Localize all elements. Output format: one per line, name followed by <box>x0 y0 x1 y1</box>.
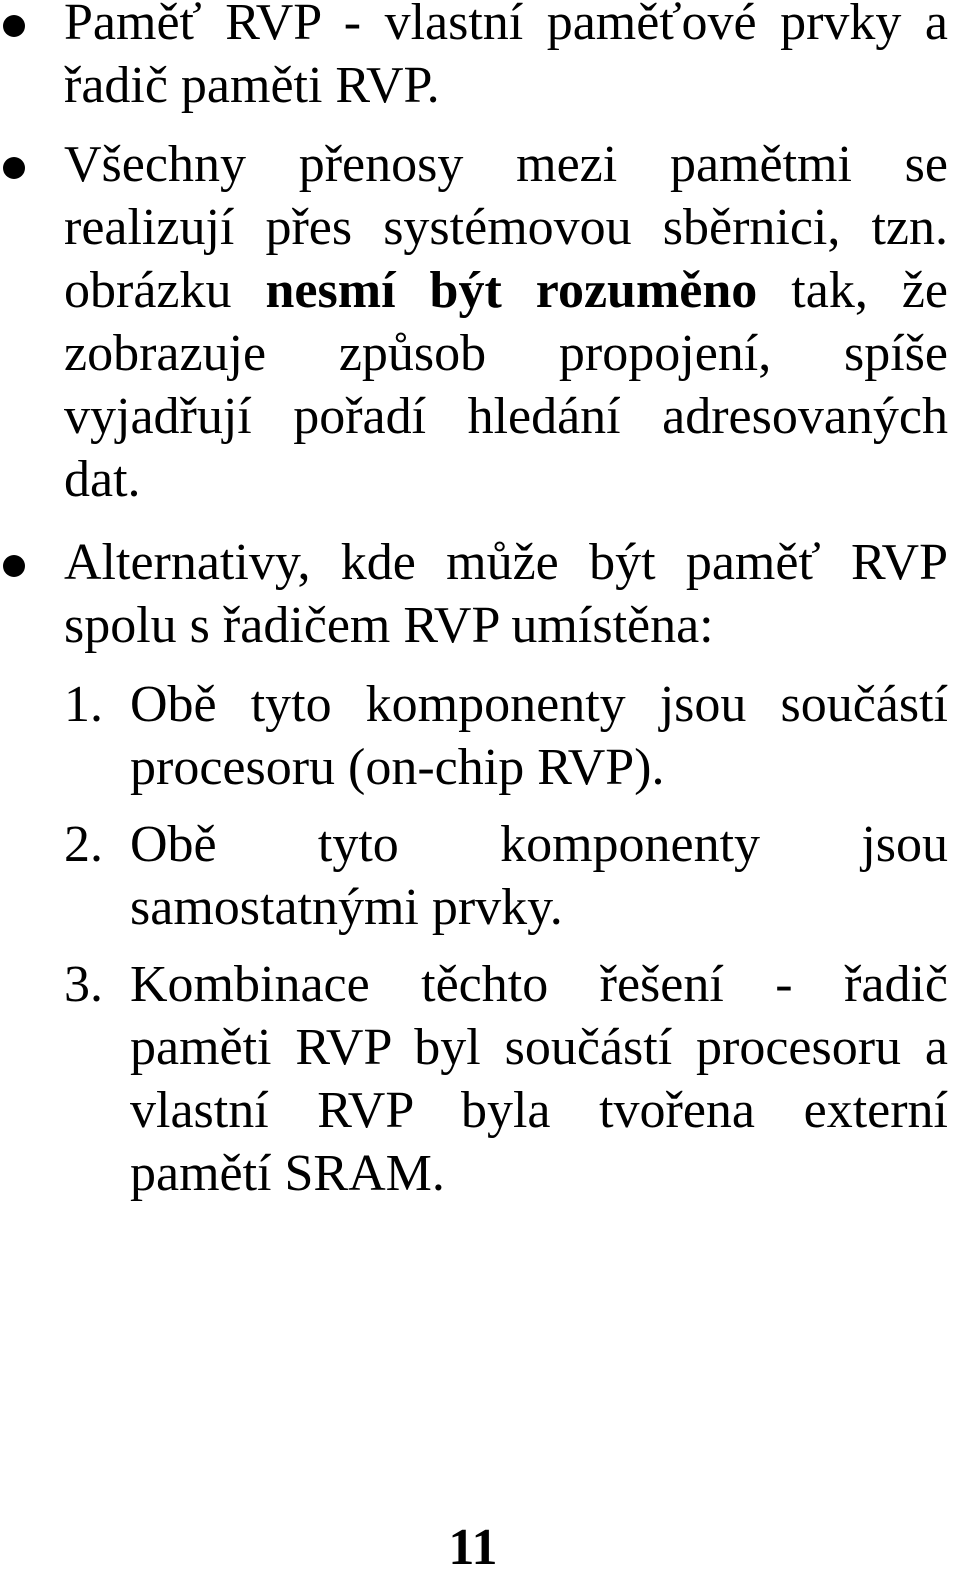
bullet-text-before: Všechny přenosy mezi pamětmi se realizují přes systémovou sběrnici, tzn. obrázku <box>64 136 948 319</box>
numbered-item-3 <box>64 953 948 1205</box>
bullet-item-2 <box>64 133 948 511</box>
numbered-item-1 <box>64 673 948 799</box>
list-number: 3. <box>64 956 103 1013</box>
list-number: 1. <box>64 676 103 733</box>
bullet-text-after: tak, že zobrazuje způsob propojení, spíše vyjadřují pořadí hledání adresovaných dat. <box>64 262 949 508</box>
bullet-dot-icon <box>3 555 25 577</box>
bullet-item-3 <box>64 531 948 657</box>
numbered-text: Kombinace těchto řešení - řadič paměti RVP byl součástí procesoru a vlastní RVP byla tvořena externí pamětí SRAM. <box>130 956 948 1202</box>
list-number: 2. <box>64 816 103 873</box>
numbered-item-2 <box>64 813 948 939</box>
numbered-text: Obě tyto komponenty jsou samostatnými prvky. <box>130 816 948 936</box>
numbered-text: Obě tyto komponenty jsou součástí procesoru (on-chip RVP). <box>130 676 948 796</box>
bullet-text: Paměť RVP - vlastní paměťové prvky a řadič paměti RVP. <box>64 0 948 114</box>
bullet-item-1 <box>64 0 948 117</box>
bullet-text: Alternativy, kde může být paměť RVP spolu s řadičem RVP umístěna: <box>64 534 948 654</box>
bullet-dot-icon <box>3 157 25 179</box>
bullet-dot-icon <box>3 15 25 37</box>
bullet-text-emphasis: nesmí být rozuměno <box>265 262 758 319</box>
page-number: 11 <box>448 1519 498 1576</box>
